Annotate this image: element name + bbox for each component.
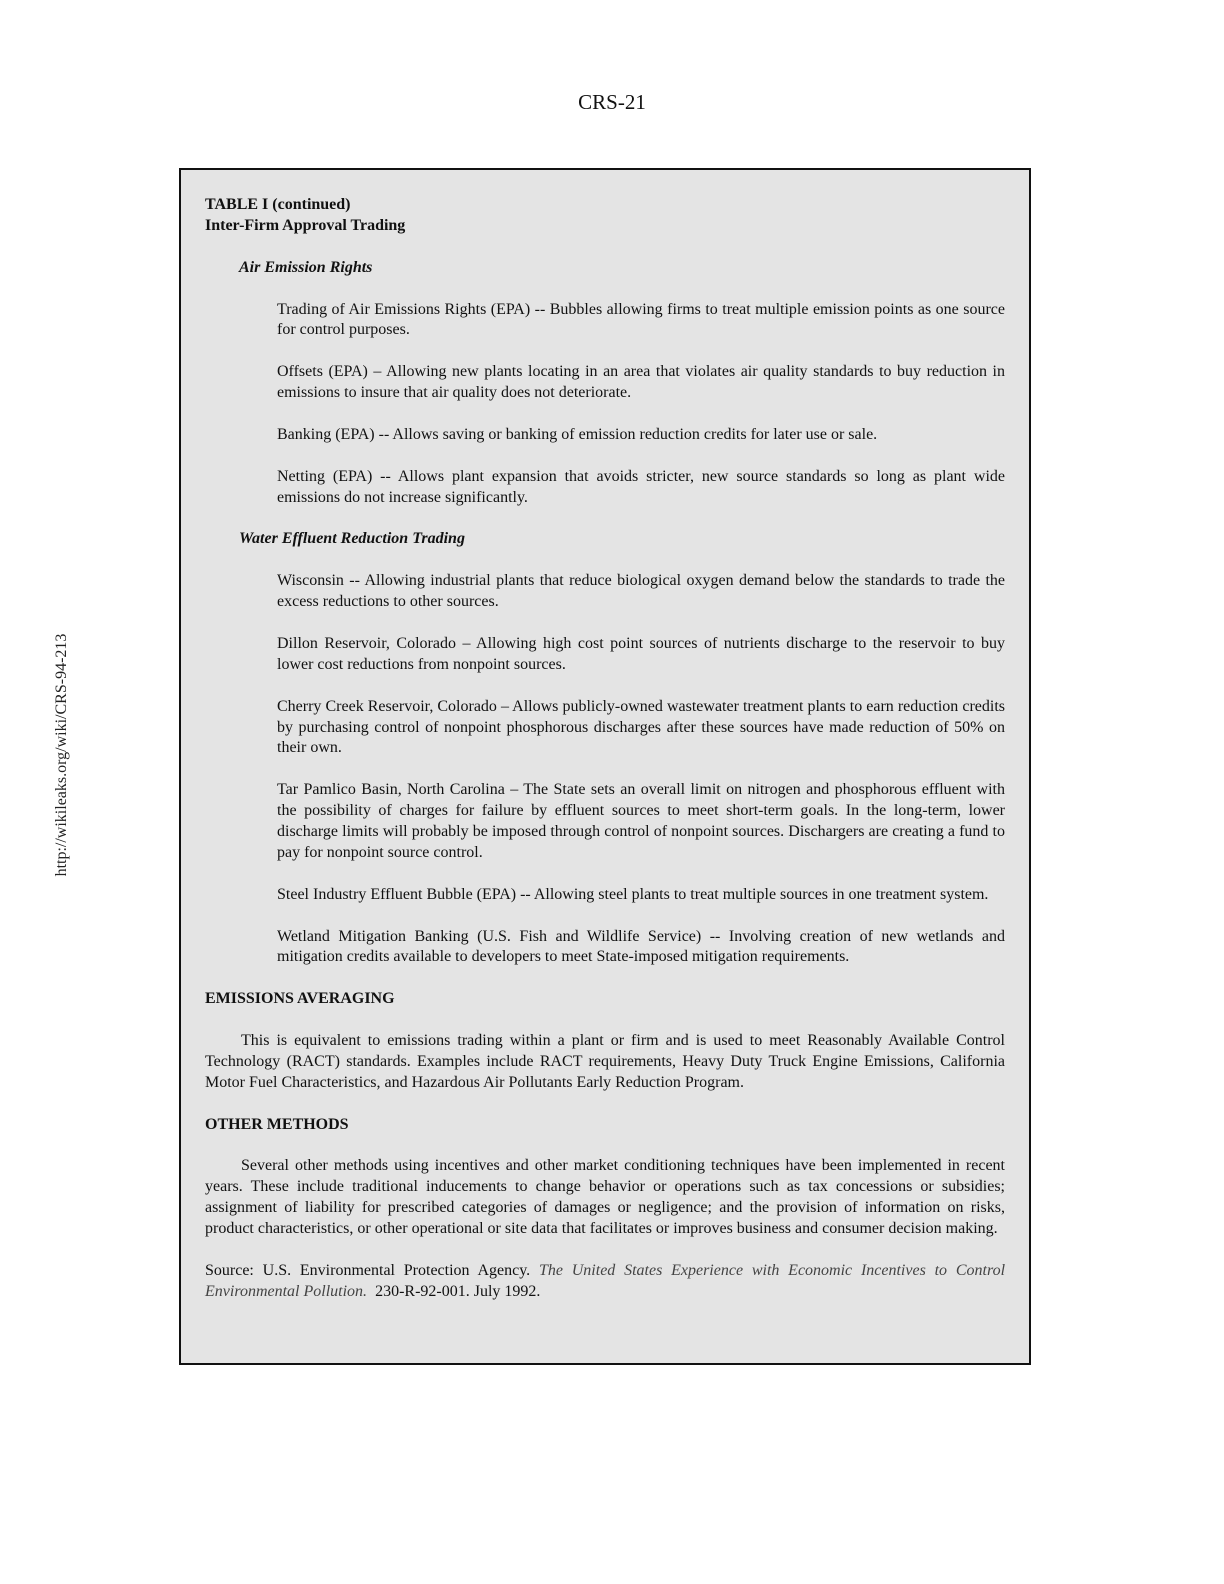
list-item: Netting (EPA) -- Allows plant expansion that avoids stricter, new source standards so long as plant wide emissions do not increase significantly. (277, 467, 1005, 506)
source-tail: 230-R-92-001. July 1992. (375, 1282, 541, 1300)
list-item: Steel Industry Effluent Bubble (EPA) -- Allowing steel plants to treat multiple sources in one treatment system. (277, 885, 989, 903)
other-heading: OTHER METHODS (205, 1115, 349, 1133)
source-label: Source: U.S. Environmental Protection Agency. (205, 1261, 531, 1279)
emissions-heading: EMISSIONS AVERAGING (205, 990, 395, 1008)
other-text: Several other methods using incentives and other market conditioning techniques have been implemented in recent years. These include traditional inducements to change behavior or operations such as tax concessions or subsidies; assignment of liability for prescribed categories of damages or negligence; and the provision of information on risks, product characteristics, or other operational or site data that facilitates or improves business and consumer decision making. (205, 1157, 1005, 1238)
table-title: TABLE I (continued) (205, 196, 351, 213)
table-subtitle: Inter-Firm Approval Trading (205, 216, 406, 234)
list-item: Offsets (EPA) – Allowing new plants locating in an area that violates air quality standards to buy reduction in emissions to insure that air quality does not deteriorate. (277, 363, 1005, 402)
page-header: CRS-21 (578, 90, 646, 114)
list-item: Wetland Mitigation Banking (U.S. Fish and Wildlife Service) -- Involving creation of new wetlands and mitigation credits available to developers to meet State-imposed mitigation requirements. (277, 927, 1005, 966)
list-item: Trading of Air Emissions Rights (EPA) -- Bubbles allowing firms to treat multiple emission points as one source for control purposes. (277, 300, 1005, 339)
list-item: Tar Pamlico Basin, North Carolina – The State sets an overall limit on nitrogen and phosphorous effluent with the possibility of charges for failure by effluent sources to meet short-term goals. In the long-term, lower discharge limits will probably be imposed through control of nonpoint sources. Dischargers are creating a fund to pay for nonpoint source control. (277, 781, 1005, 861)
list-item: Banking (EPA) -- Allows saving or banking of emission reduction credits for later use or sale. (277, 425, 878, 443)
list-item: Dillon Reservoir, Colorado – Allowing high cost point sources of nutrients discharge to the reservoir to buy lower cost reductions from nonpoint sources. (277, 634, 1005, 673)
source-citation (205, 1261, 1005, 1303)
source-title: The United States Experience with Economic Incentives to Control Environmental Pollution. (205, 1261, 1006, 1300)
list-item: Wisconsin -- Allowing industrial plants that reduce biological oxygen demand below the standards to trade the excess reductions to other sources. (277, 572, 1005, 611)
table-box (179, 168, 1031, 1365)
section-heading: Water Effluent Reduction Trading (239, 530, 465, 548)
section-heading: Air Emission Rights (239, 258, 373, 276)
list-item: Cherry Creek Reservoir, Colorado – Allows publicly-owned wastewater treatment plants to earn reduction credits by purchasing control of nonpoint phosphorous discharges after these sources have made reduction of 50% on their own. (277, 697, 1005, 757)
side-url-watermark: http://wikileaks.org/wiki/CRS-94-213 (53, 633, 70, 877)
emissions-text: This is equivalent to emissions trading within a plant or firm and is used to meet Reasonably Available Control Technology (RACT) standards. Examples include RACT requirements, Heavy Duty Truck Engine Emissions, California Motor Fuel Characteristics, and Hazardous Air Pollutants Early Reduction Program. (205, 1032, 1005, 1091)
